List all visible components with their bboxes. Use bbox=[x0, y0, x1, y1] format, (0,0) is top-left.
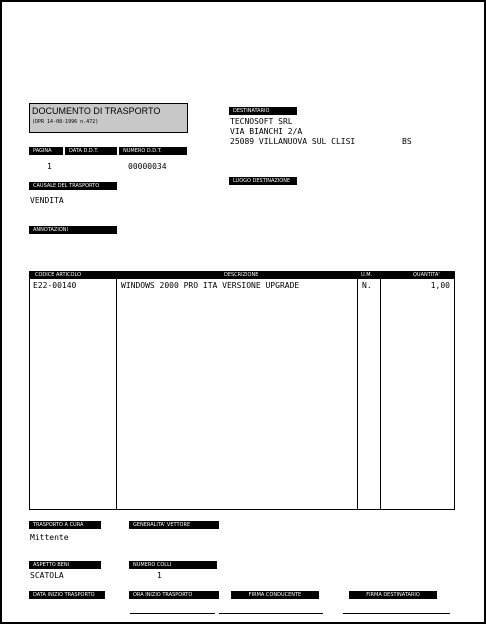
row-description: WINDOWS 2000 PRO ITA VERSIONE UPGRADE bbox=[121, 281, 300, 290]
recipient-sign-line bbox=[343, 613, 450, 614]
packages-value: 1 bbox=[157, 571, 162, 580]
document-title-box bbox=[29, 103, 188, 133]
header-quantity: QUANTITA' bbox=[413, 272, 440, 278]
recipient-label: DESTINATARIO bbox=[229, 107, 297, 115]
row-code: E22-00140 bbox=[33, 281, 77, 290]
items-table bbox=[29, 278, 455, 510]
recipient-name: TECNOSOFT SRL bbox=[230, 117, 293, 126]
recipient-province: BS bbox=[402, 137, 412, 146]
column-divider bbox=[357, 279, 358, 509]
transport-by-value: Mittente bbox=[30, 533, 69, 542]
recipient-city: 25089 VILLANUOVA SUL CLISI bbox=[230, 137, 356, 146]
goods-aspect-label: ASPETTO BENI bbox=[29, 561, 101, 569]
driver-sign-label: FIRMA CONDUCENTE bbox=[231, 591, 319, 599]
driver-sign-line bbox=[219, 613, 323, 614]
page-label: PAGINA bbox=[29, 147, 63, 155]
destination-label: LUOGO DESTINAZIONE bbox=[229, 177, 297, 185]
transport-by-label: TRASPORTO A CURA bbox=[29, 521, 101, 529]
header-description: DESCRIZIONE bbox=[224, 272, 259, 278]
header-code: CODICE ARTICOLO bbox=[35, 272, 82, 278]
reason-value: VENDITA bbox=[30, 196, 64, 205]
row-quantity: 1,00 bbox=[430, 281, 450, 290]
ddt-date-label: DATA D.D.T. bbox=[65, 147, 117, 155]
column-divider bbox=[116, 279, 117, 509]
header-unit: U.M. bbox=[361, 272, 373, 278]
goods-aspect-value: SCATOLA bbox=[30, 571, 64, 580]
start-date-label: DATA INIZIO TRASPORTO bbox=[29, 591, 105, 599]
column-divider bbox=[380, 279, 381, 509]
packages-label: NUMERO COLLI bbox=[129, 561, 217, 569]
reason-label: CAUSALE DEL TRASPORTO bbox=[29, 182, 117, 190]
notes-label: ANNOTAZIONI bbox=[29, 226, 117, 234]
document-title: DOCUMENTO DI TRASPORTO bbox=[32, 106, 161, 116]
ddt-number-value: 00000034 bbox=[128, 162, 167, 171]
recipient-street: VIA BIANCHI 2/A bbox=[230, 127, 303, 136]
document-subtitle: (DPR 14-08-1996 n.472) bbox=[32, 119, 99, 125]
start-time-line bbox=[130, 613, 215, 614]
recipient-sign-label: FIRMA DESTINATARIO bbox=[349, 591, 437, 599]
start-time-label: ORA INIZIO TRASPORTO bbox=[129, 591, 219, 599]
page-value: 1 bbox=[47, 162, 52, 171]
ddt-number-label: NUMERO D.D.T. bbox=[119, 147, 187, 155]
carrier-label: GENERALITA' VETTORE bbox=[129, 521, 219, 529]
row-unit: N. bbox=[362, 281, 372, 290]
